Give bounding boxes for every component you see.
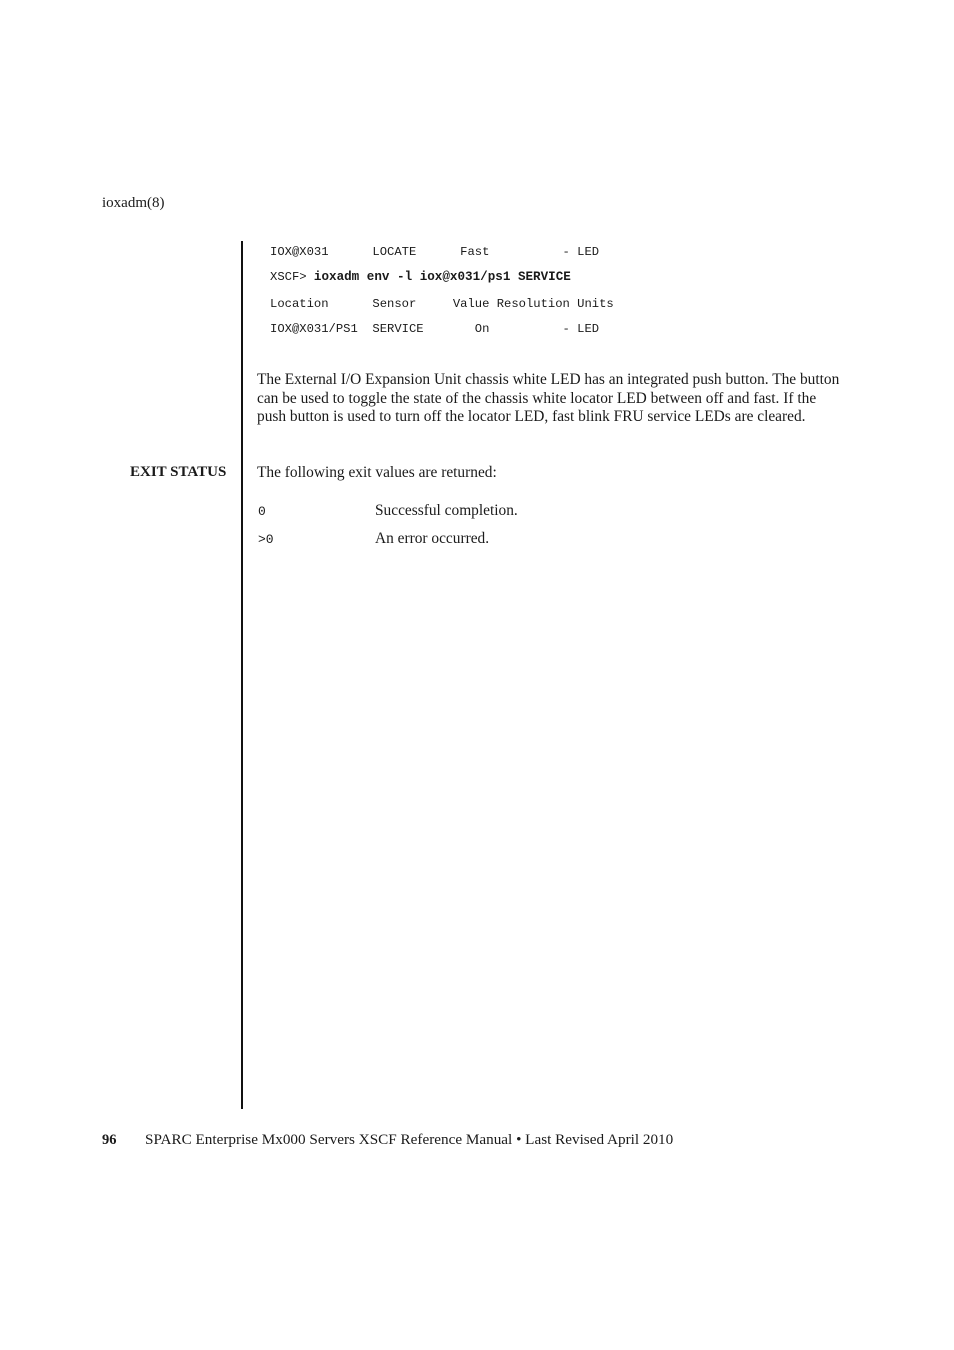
code-prompt: XSCF> [270,270,314,284]
code-command: ioxadm env -l iox@x031/ps1 SERVICE [313,270,571,284]
body-paragraph: The External I/O Expansion Unit chassis white LED has an integrated push button. The button can be used to toggle the state of the chassis white locator LED between off and fast. If the push button is used to turn off the locator LED, fast blink FRU service LEDs are cleared. [257,371,840,426]
exit-value-code: >0 [258,532,274,547]
running-head: ioxadm(8) [102,195,165,211]
margin-rule [241,241,243,1109]
section-heading-exit-status: EXIT STATUS [130,464,227,480]
exit-value-description: An error occurred. [375,530,490,547]
code-line-1: IOX@X031 LOCATE Fast - LED [270,245,600,259]
footer-title: SPARC Enterprise Mx000 Servers XSCF Reference Manual • Last Revised April 2010 [145,1131,674,1148]
code-line-3: Location Sensor Value Resolution Units [270,297,614,311]
exit-status-intro: The following exit values are returned: [257,464,497,481]
code-line-2 [270,270,571,284]
code-line-4: IOX@X031/PS1 SERVICE On - LED [270,322,600,336]
page-number: 96 [102,1132,117,1148]
exit-value-code: 0 [258,504,266,519]
exit-value-description: Successful completion. [375,502,518,519]
